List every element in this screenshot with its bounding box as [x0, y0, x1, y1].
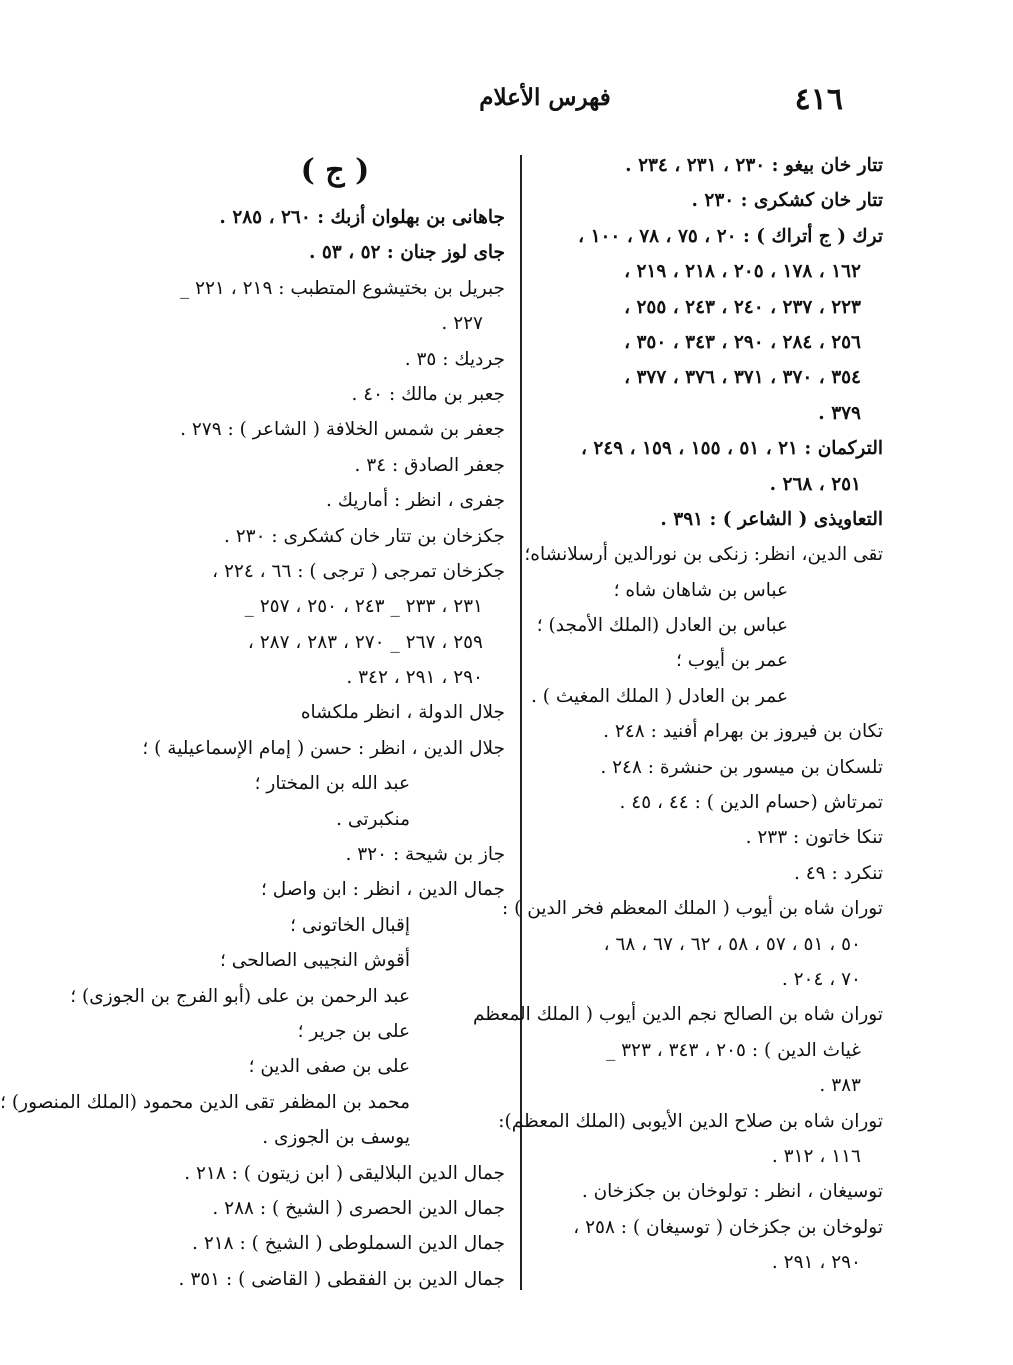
- index-entry: جعفر بن شمس الخلافة ( الشاعر ) : ٢٧٩ .: [180, 419, 505, 441]
- index-cross-reference: منكبرتى .: [336, 808, 410, 830]
- index-cross-reference: على بن صفى الدين ؛: [248, 1056, 410, 1078]
- index-cross-reference: عبد الرحمن بن على (أبو الفرج بن الجوزى) ؛: [70, 985, 410, 1007]
- index-entry: جمال الدين السملوطى ( الشيخ ) : ٢١٨ .: [192, 1233, 505, 1255]
- page-title: فهرس الأعلام: [479, 84, 611, 111]
- index-entry: جكزخان بن تتار خان كشكرى : ٢٣٠ .: [223, 525, 505, 547]
- index-entry-continuation: ١٦٢ ، ١٧٨ ، ٢٠٥ ، ٢١٨ ، ٢١٩ ،: [624, 261, 861, 283]
- index-entry: توسيغان ، انظر : تولوخان بن جكزخان .: [581, 1181, 883, 1203]
- index-entry: جفرى ، انظر : أماريك .: [325, 490, 505, 512]
- index-entry: تتار خان كشكرى : ٢٣٠ .: [691, 190, 883, 212]
- index-cross-reference: أقوش النجيبى الصالحى ؛: [220, 950, 410, 972]
- index-entry-continuation: ٢٥٩ ، ٢٦٧ _ ٢٧٠ ، ٢٨٣ ، ٢٨٧ ،: [247, 631, 483, 653]
- index-entry-continuation: ٢٥٦ ، ٢٨٤ ، ٢٩٠ ، ٣٤٣ ، ٣٥٠ ،: [624, 331, 861, 353]
- index-entry: توران شاه بن الصالح نجم الدين أيوب ( الملك المعظم: [472, 1004, 883, 1026]
- index-entry: جمال الدين الحصرى ( الشيخ ) : ٢٨٨ .: [212, 1197, 505, 1219]
- index-entry: تكان بن فيروز بن بهرام أفنيد : ٢٤٨ .: [603, 721, 883, 743]
- index-entry-continuation: ٢٢٣ ، ٢٣٧ ، ٢٤٠ ، ٢٤٣ ، ٢٥٥ ،: [624, 296, 861, 318]
- index-entry-continuation: ٢٩٠ ، ٢٩١ ، ٣٤٢ .: [346, 667, 483, 689]
- index-cross-reference: عمر بن العادل ( الملك المغيث ) .: [530, 685, 788, 707]
- index-entry: تقى الدين، انظر: زنكى بن نورالدين أرسلانشاه؛: [524, 544, 883, 566]
- index-entry-continuation: ٢٩٠ ، ٢٩١ .: [771, 1252, 861, 1274]
- section-letter-heading: ( ج ): [300, 153, 370, 188]
- index-entry-continuation: ٢٣١ ، ٢٣٣ _ ٢٤٣ ، ٢٥٠ ، ٢٥٧ _: [244, 596, 483, 618]
- index-cross-reference: عمر بن أيوب ؛: [676, 650, 788, 672]
- index-entry: جلال الدولة ، انظر ملكشاه: [300, 702, 505, 724]
- index-entry-continuation: ٣٥٤ ، ٣٧٠ ، ٣٧١ ، ٣٧٦ ، ٣٧٧ ،: [624, 367, 861, 389]
- index-entry-continuation: ٣٧٩ .: [818, 402, 861, 424]
- index-entry: جاهانى بن بهلوان أزبك : ٢٦٠ ، ٢٨٥ .: [219, 207, 505, 228]
- index-entry: تتار خان بيغو : ٢٣٠ ، ٢٣١ ، ٢٣٤ .: [625, 155, 883, 176]
- index-cross-reference: يوسف بن الجوزى .: [262, 1127, 410, 1149]
- index-entry: جاز بن شيحة : ٣٢٠ .: [345, 844, 505, 866]
- index-entry: التعاويذى ( الشاعر ) : ٣٩١ .: [660, 508, 883, 530]
- index-cross-reference: عباس بن العادل (الملك الأمجد) ؛: [536, 615, 788, 637]
- index-entry: تمرتاش (حسام الدين ) : ٤٤ ، ٤٥ .: [619, 792, 883, 814]
- index-entry: التركمان : ٢١ ، ٥١ ، ١٥٥ ، ١٥٩ ، ٢٤٩ ،: [580, 438, 883, 460]
- index-cross-reference: إقبال الخاتونى ؛: [290, 914, 410, 936]
- index-entry: توران شاه بن صلاح الدين الأيوبى (الملك المعظم):: [498, 1110, 883, 1132]
- index-entry: جمال الدين بن الفقطى ( القاضى ) : ٣٥١ .: [178, 1268, 505, 1290]
- index-entry: جعفر الصادق : ٣٤ .: [354, 454, 505, 476]
- index-entry: جرديك : ٣٥ .: [404, 348, 505, 370]
- page-number: ٤١٦: [794, 82, 843, 117]
- index-column-left: [0, 148, 505, 1297]
- index-cross-reference: على بن جرير ؛: [297, 1020, 410, 1042]
- index-entry: تلسكان بن ميسور بن حنشرة : ٢٤٨ .: [600, 756, 883, 778]
- index-entry: توران شاه بن أيوب ( الملك المعظم فخر الدين ) :: [502, 898, 883, 920]
- index-entry: تولوخان بن جكزخان ( توسيغان ) : ٢٥٨ ،: [573, 1216, 883, 1238]
- index-cross-reference: محمد بن المظفر تقى الدين محمود (الملك المنصور) ؛: [0, 1091, 410, 1113]
- index-cross-reference: عباس بن شاهان شاه ؛: [613, 579, 788, 601]
- index-entry-continuation: غياث الدين ) : ٢٠٥ ، ٣٤٣ ، ٣٢٣ _: [605, 1039, 861, 1061]
- index-entry-continuation: ١١٦ ، ٣١٢ .: [771, 1145, 861, 1167]
- index-entry-continuation: ٣٨٣ .: [819, 1075, 861, 1097]
- index-entry: جلال الدين ، انظر : حسن ( إمام الإسماعيلية ) ؛: [142, 737, 505, 759]
- index-entry: جاى لوز جنان : ٥٢ ، ٥٣ .: [308, 242, 505, 264]
- index-entry-continuation: ٧٠ ، ٢٠٤ .: [781, 968, 861, 990]
- index-entry: جكزخان تمرجى ( ترجى ) : ٦٦ ، ٢٢٤ ،: [212, 560, 505, 582]
- index-entry: جعبر بن مالك : ٤٠ .: [351, 383, 505, 405]
- index-entry: تنكا خاتون : ٢٣٣ .: [745, 827, 883, 849]
- index-entry: تنكرد : ٤٩ .: [793, 862, 883, 884]
- index-column-right: [472, 148, 883, 1281]
- index-entry-continuation: ٥٠ ، ٥١ ، ٥٧ ، ٥٨ ، ٦٢ ، ٦٧ ، ٦٨ ،: [603, 933, 861, 955]
- index-entry: جمال الدين ، انظر : ابن واصل ؛: [260, 879, 505, 901]
- index-entry-continuation: ٢٢٧ .: [441, 313, 483, 335]
- index-entry: جبريل بن بختيشوع المتطبب : ٢١٩ ، ٢٢١ _: [179, 277, 505, 299]
- index-entry: جمال الدين البلاليقى ( ابن زيتون ) : ٢١٨ .: [184, 1162, 505, 1184]
- index-entry: ترك ( ج أتراك ) : ٢٠ ، ٧٥ ، ٧٨ ، ١٠٠ ،: [578, 225, 883, 247]
- index-cross-reference: عبد الله بن المختار ؛: [254, 773, 410, 795]
- index-entry-continuation: ٢٥١ ، ٢٦٨ .: [769, 473, 861, 495]
